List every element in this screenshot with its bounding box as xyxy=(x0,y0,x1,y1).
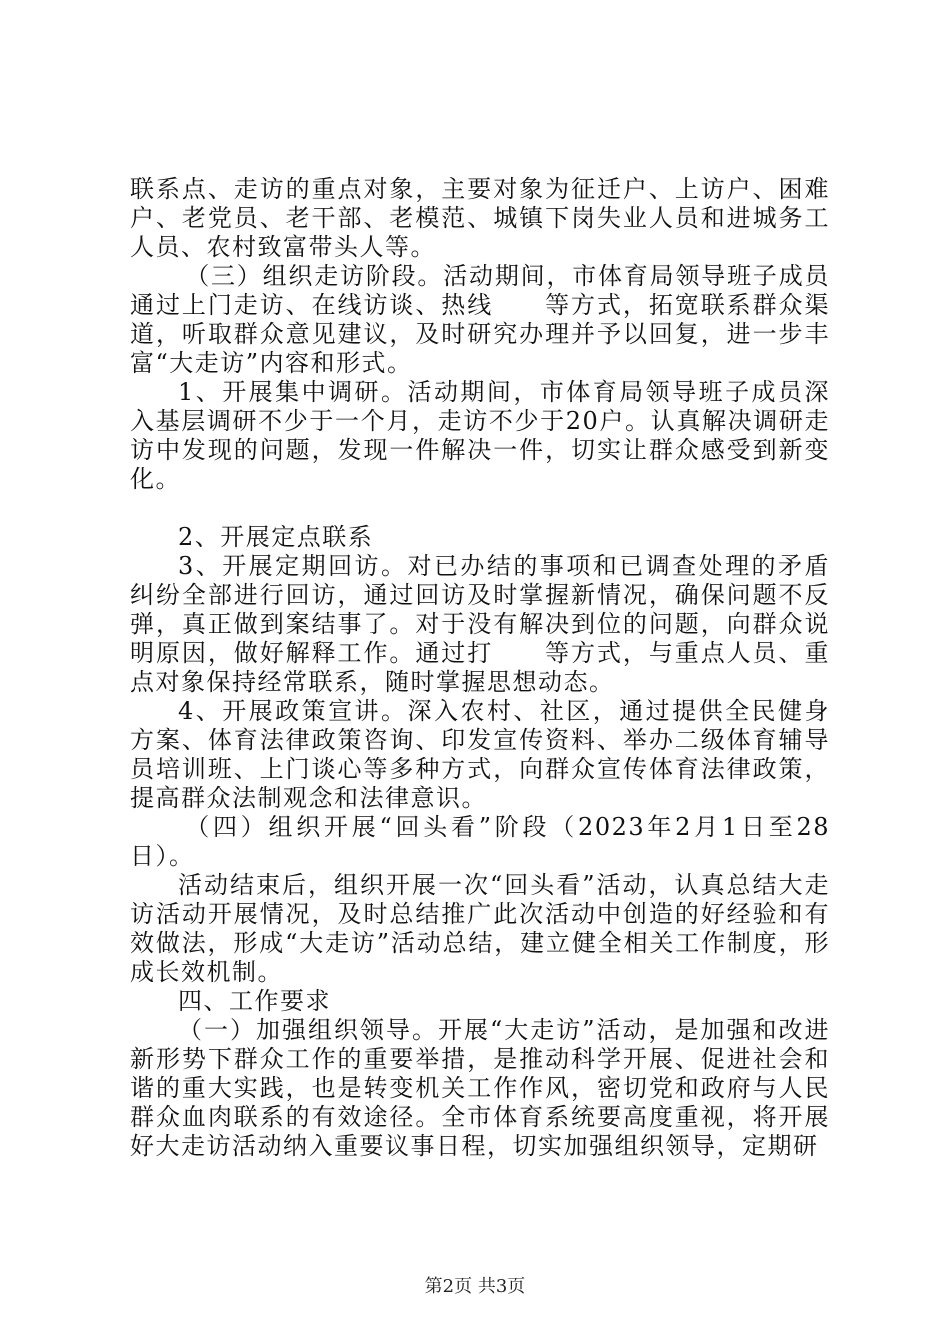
paragraph-regular-revisit: 3、开展定期回访。对已办结的事项和已调查处理的矛盾纠纷全部进行回访，通过回访及时掌握新情况，确保问题不反弹，真正做到案结事了。对于没有解决到位的问题，向群众说明原因，做好解释工作。通过打 等方式，与重点人员、重点对象保持经常联系，随时掌握思想动态。 xyxy=(130,552,830,696)
paragraph-activity-summary: 活动结束后，组织开展一次“回头看”活动，认真总结大走访活动开展情况，及时总结推广此次活动中创造的好经验和有效做法，形成“大走访”活动总结，建立健全相关工作制度，形成长效机制。 xyxy=(130,871,830,986)
page-footer: 第2页 共3页 xyxy=(424,1276,526,1297)
paragraph-spacer xyxy=(130,494,830,523)
document-body xyxy=(130,175,830,1161)
paragraph-fixed-contact: 2、开展定点联系 xyxy=(178,523,374,551)
paragraph-concentrated-research: 1、开展集中调研。活动期间，市体育局领导班子成员深入基层调研不少于一个月，走访不少于20户。认真解决调研走访中发现的问题，发现一件解决一件，切实让群众感受到新变化。 xyxy=(130,378,830,493)
section-heading-work-requirements: 四、工作要求 xyxy=(178,987,331,1015)
paragraph-visit-stage: （三）组织走访阶段。活动期间，市体育局领导班子成员通过上门走访、在线访谈、热线 等方式，拓宽联系群众渠道，听取群众意见建议，及时研究办理并予以回复，进一步丰富“大走访”内容和形式。 xyxy=(130,262,830,377)
paragraph-organization-leadership: （一）加强组织领导。开展“大走访”活动，是加强和改进新形势下群众工作的重要举措，是推动科学开展、促进社会和谐的重大实践，也是转变机关工作作风，密切党和政府与人民群众血肉联系的有效途径。全市体育系统要高度重视，将开展好大走访活动纳入重要议事日程，切实加强组织领导，定期研 xyxy=(130,1016,830,1160)
paragraph-policy-lecture: 4、开展政策宣讲。深入农村、社区，通过提供全民健身方案、体育法律政策咨询、印发宣传资料、举办二级体育辅导员培训班、上门谈心等多种方式，向群众宣传体育法律政策，提高群众法制观念和法律意识。 xyxy=(130,697,830,812)
paragraph-look-back-stage: （四）组织开展“回头看”阶段（2023年2月1日至28日）。 xyxy=(130,813,830,870)
paragraph-key-targets: 联系点、走访的重点对象，主要对象为征迁户、上访户、困难户、老党员、老干部、老模范、城镇下岗失业人员和进城务工人员、农村致富带头人等。 xyxy=(130,175,830,261)
